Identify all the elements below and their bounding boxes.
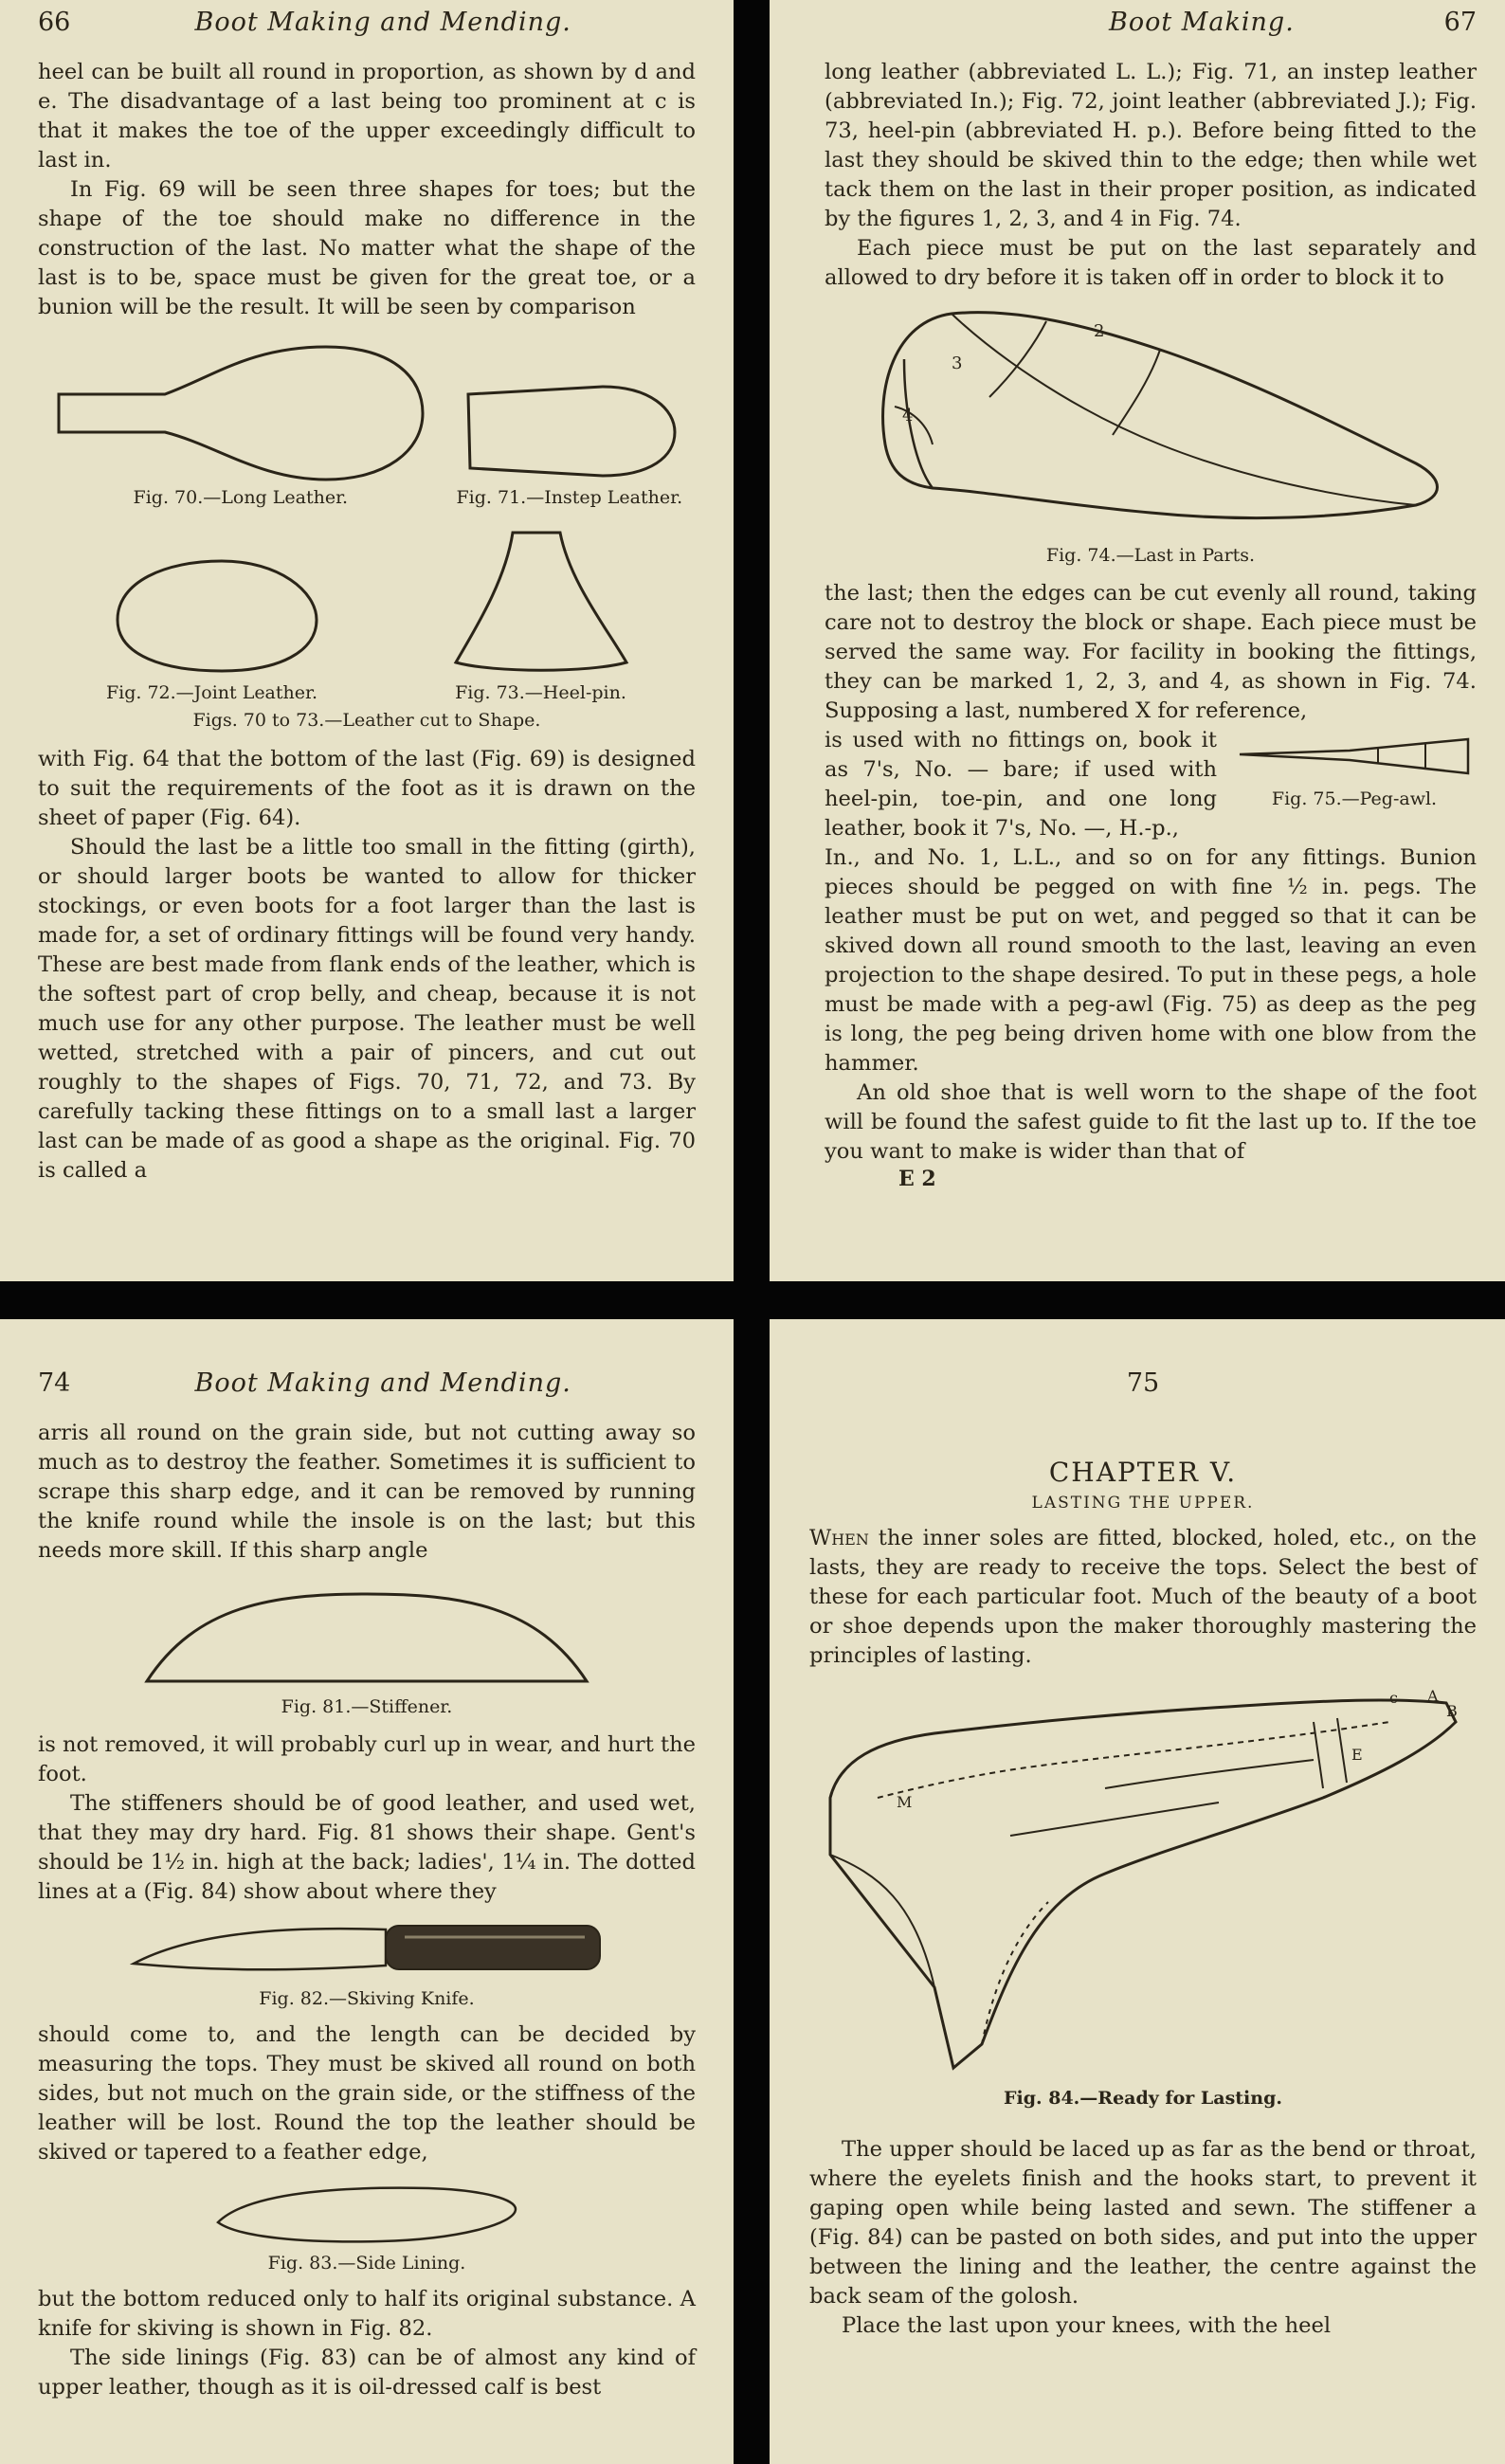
figure-caption: Fig. 82.—Skiving Knife. <box>259 1988 475 2009</box>
figure-caption: Fig. 81.—Stiffener. <box>281 1696 453 1717</box>
page-74 <box>0 1319 734 2464</box>
paragraph: should come to, and the length can be decided by measuring the tops. They must be skived all round on both sides, but not much on the grain side, or the stiffness of the leather will be lost. Round the top the leather should be skived or tapered to a feather edge, <box>38 2022 696 2165</box>
skiving-knife-illustration <box>130 1916 604 1983</box>
page-number: 67 <box>1443 8 1477 37</box>
paragraph: An old shoe that is well worn to the shape of the foot will be found the safest guide to fit the last up to. If the toe you want to make is wider than that of <box>825 1080 1477 1164</box>
figure-row-lower <box>38 525 696 703</box>
figure-83 <box>38 2181 696 2274</box>
label-a: A <box>1427 1687 1439 1705</box>
heel-pin-illustration <box>446 525 636 677</box>
running-title: Boot Making and Mending. <box>194 8 571 37</box>
figure-84 <box>809 1684 1477 2109</box>
paragraph <box>809 1524 1477 1671</box>
figure-73 <box>446 525 636 703</box>
ready-for-lasting-illustration <box>821 1684 1465 2082</box>
figure-74 <box>825 302 1477 566</box>
paragraph: In., and No. 1, L.L., and so on for any fittings. Bunion pieces should be pegged on with fine ½ in. pegs. The leather must be put on wet, and pegged so that it can be skived down all round smooth to the last, leaving an even projection to the shape desired. To put in these pegs, a hole must be made with a peg-awl (Fig. 75) as deep as the peg is long, the peg being driven home with one blow from the hammer. <box>825 845 1477 1076</box>
figure-72 <box>99 553 326 703</box>
paragraph: arris all round on the grain side, but not cutting away so much as to destroy the feather. Sometimes it is sufficient to scrape this sharp edge, and it can be removed by running the knife round while the insole is on the last; but this needs more skill. If this sharp angle <box>38 1421 696 1563</box>
paragraph: Place the last upon your knees, with the heel <box>842 2313 1332 2338</box>
figures-group-caption: Figs. 70 to 73.—Leather cut to Shape. <box>192 710 541 731</box>
page-number: 74 <box>38 1368 71 1398</box>
figure-81 <box>38 1586 696 1717</box>
running-header <box>38 8 696 37</box>
long-leather-illustration <box>51 339 430 481</box>
text-with-inline-figure <box>825 726 1477 843</box>
page-number: 75 <box>1126 1368 1160 1398</box>
figure-caption: Fig. 70.—Long Leather. <box>133 487 349 508</box>
label-4: 4 <box>902 406 914 426</box>
paragraph: The side linings (Fig. 83) can be of almost any kind of upper leather, though as it is oil-dressed calf is best <box>38 2346 696 2400</box>
figure-row-upper <box>38 339 696 508</box>
label-b: B <box>1446 1702 1458 1720</box>
side-lining-illustration <box>210 2181 523 2247</box>
figure-caption: Fig. 74.—Last in Parts. <box>1045 545 1256 566</box>
paragraph: long leather (abbreviated L. L.); Fig. 71, an instep leather (abbreviated In.); Fig. 72, joint leather (abbreviated J.); Fig. 73, heel-pin (abbreviated H. p.). Before being fitted to the last they should be skived thin to the edge; then while wet tack them on the last in their proper position, as indicated by the figures 1, 2, 3, and 4 in Fig. 74. <box>825 60 1477 231</box>
paragraph: The upper should be laced up as far as the bend or throat, where the eyelets finish and the hooks start, to prevent it gaping open while being lasted and sewn. The stiffener a (Fig. 84) can be pasted on both sides, and put into the upper between the lining and the leather, the centre against the back seam of the golosh. <box>809 2137 1477 2309</box>
label-2: 2 <box>1094 321 1105 341</box>
label-m: M <box>897 1793 913 1811</box>
page-67 <box>770 0 1505 1281</box>
peg-awl-illustration <box>1236 726 1473 783</box>
drop-word: When <box>809 1526 869 1550</box>
running-header <box>825 8 1477 37</box>
figure-caption: Fig. 72.—Joint Leather. <box>105 682 318 703</box>
page-66 <box>0 0 734 1281</box>
figure-caption: Fig. 73.—Heel-pin. <box>455 682 626 703</box>
paragraph: The stiffeners should be of good leather, and used wet, that they may dry hard. Fig. 81 shows their shape. Gent's should be 1½ in. high at the back; ladies', 1¼ in. The dotted lines at a (Fig. 84) show about where they <box>38 1791 696 1904</box>
stiffener-illustration <box>139 1586 594 1691</box>
page-number: 66 <box>38 8 71 37</box>
running-title: Boot Making. <box>1109 8 1295 37</box>
paragraph: the last; then the edges can be cut evenly all round, taking care not to destroy the block or shape. Each piece must be served the same way. For facility in booking the fittings, they can be marked 1, 2, 3, and 4, as shown in Fig. 74. Supposing a last, numbered X for reference, <box>825 581 1477 723</box>
figure-caption: Fig. 75.—Peg-awl. <box>1271 788 1438 809</box>
paragraph: Each piece must be put on the last separately and allowed to dry before it is taken off in order to block it to <box>825 236 1477 290</box>
instep-leather-illustration <box>461 377 679 481</box>
figure-caption: Fig. 71.—Instep Leather. <box>456 487 683 508</box>
last-in-parts-illustration <box>847 302 1454 539</box>
figure-82 <box>38 1916 696 2009</box>
figure-caption: Fig. 83.—Side Lining. <box>267 2253 466 2274</box>
paragraph: with Fig. 64 that the bottom of the last (Fig. 69) is designed to suit the requirements of the foot as it is drawn on the sheet of paper (Fig. 64). <box>38 747 696 830</box>
paragraph-text: the inner soles are fitted, blocked, holed, etc., on the lasts, they are ready to receive the tops. Select the best of these for each particular foot. Much of the beauty of a boot or shoe depends upon the maker thoroughly mastering the principles of lasting. <box>809 1526 1477 1668</box>
running-header <box>38 1368 696 1398</box>
paragraph: heel can be built all round in proportion, as shown by d and e. The disadvantage of a last being too prominent at c is that it makes the toe of the upper exceedingly difficult to last in. <box>38 60 696 172</box>
paragraph: is not removed, it will probably curl up in wear, and hurt the foot. <box>38 1732 696 1786</box>
chapter-subtitle: LASTING THE UPPER. <box>1031 1494 1255 1513</box>
paragraph: is used with no fittings on, book it as 7's, No. — bare; if used with heel-pin, toe-pin, and one long leather, book it 7's, No. —, H.-p., <box>825 728 1217 841</box>
page-75 <box>770 1319 1505 2464</box>
label-e: E <box>1351 1746 1363 1764</box>
paragraph: Should the last be a little too small in the fitting (girth), or should larger boots be wanted to allow for thicker stockings, or even boots for a foot larger than the last is made for, a set of ordinary fittings will be found very handy. These are best made from flank ends of the leather, which is the softest part of crop belly, and cheap, because it is not much use for any other purpose. The leather must be well wetted, stretched with a pair of pincers, and cut out roughly to the shapes of Figs. 70, 71, 72, and 73. By carefully tacking these fittings on to a small last a larger last can be made of as good a shape as the original. Fig. 70 is called a <box>38 835 696 1183</box>
label-3: 3 <box>952 353 963 373</box>
figure-75 <box>1232 726 1477 843</box>
figure-71 <box>457 377 683 508</box>
label-c: c <box>1389 1689 1398 1707</box>
joint-leather-illustration <box>99 553 326 677</box>
signature-mark: E 2 <box>898 1167 936 1191</box>
chapter-heading: CHAPTER V. <box>1048 1457 1238 1488</box>
running-title: Boot Making and Mending. <box>194 1368 571 1398</box>
running-header <box>809 1368 1477 1398</box>
figure-70 <box>51 339 430 508</box>
figure-caption: Fig. 84.—Ready for Lasting. <box>1004 2088 1282 2109</box>
paragraph: but the bottom reduced only to half its original substance. A knife for skiving is shown in Fig. 82. <box>38 2287 696 2341</box>
paragraph: In Fig. 69 will be seen three shapes for toes; but the shape of the toe should make no difference in the construction of the last. No matter what the shape of the last is to be, space must be given for the great toe, or a bunion will be the result. It will be seen by comparison <box>38 177 696 319</box>
